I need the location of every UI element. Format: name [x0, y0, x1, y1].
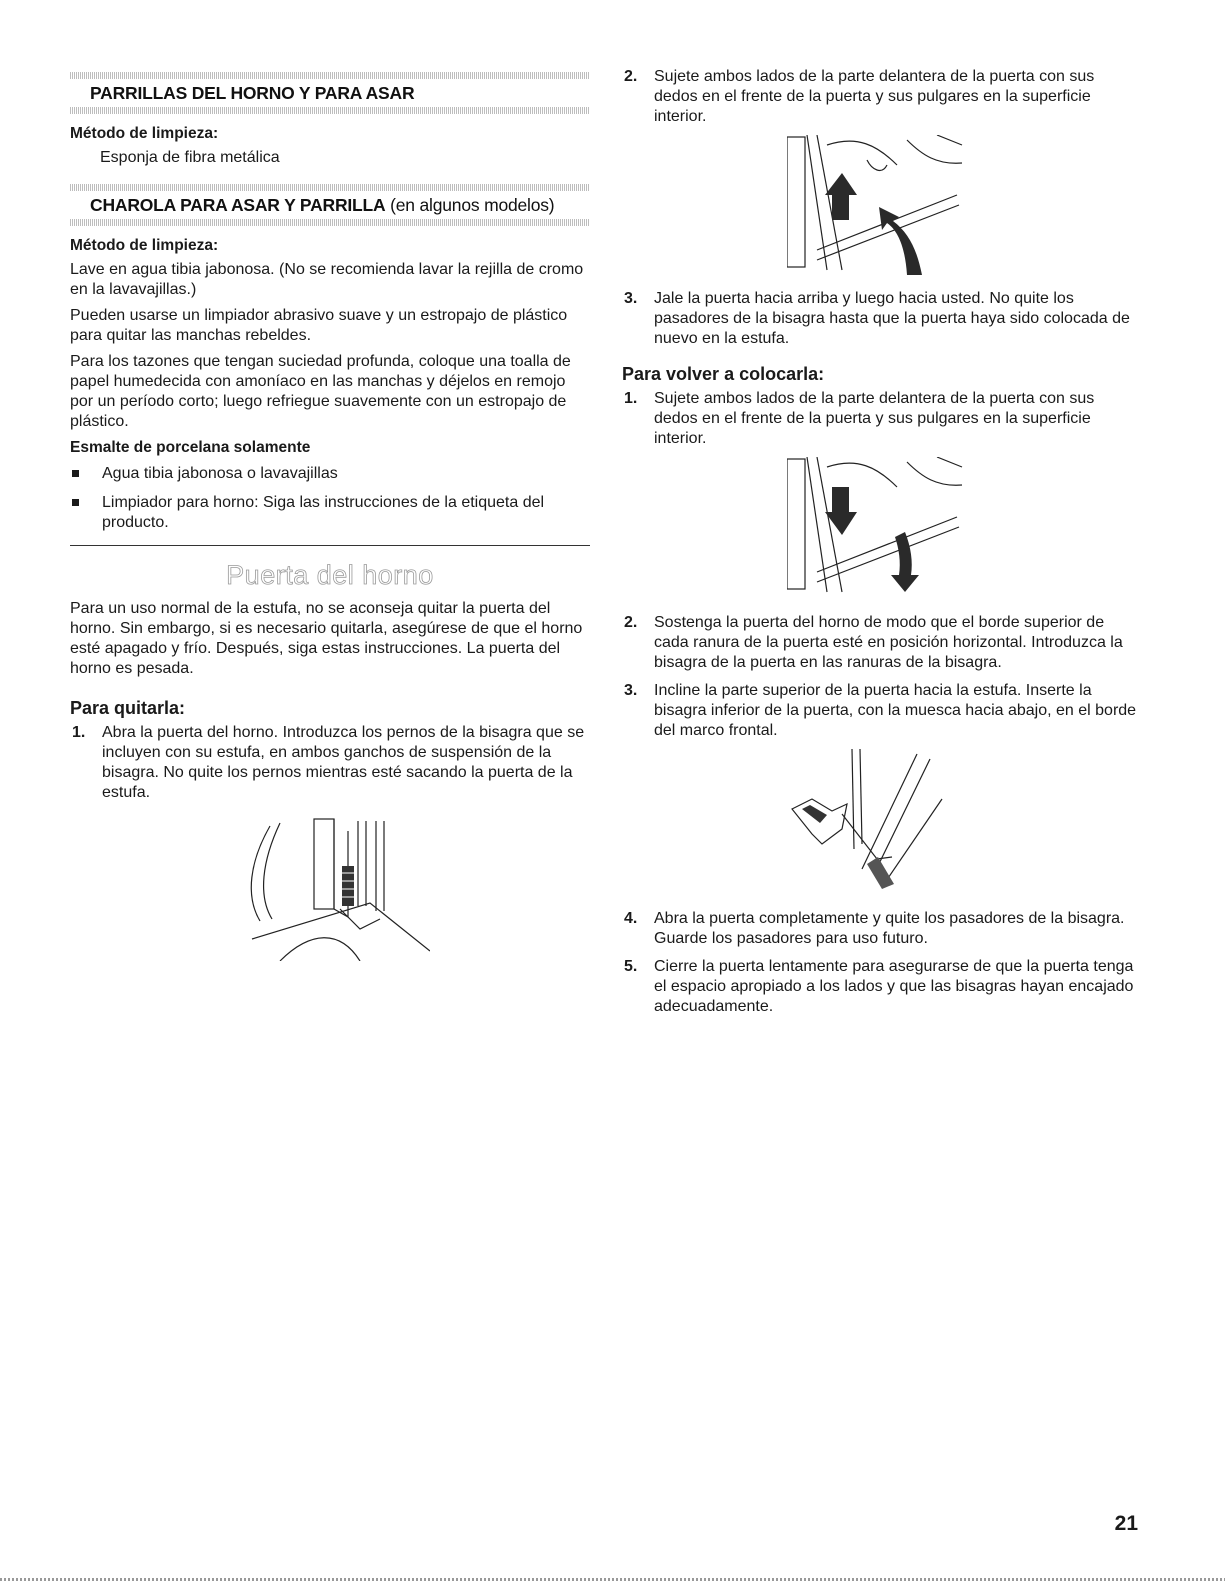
hinge-insert-illustration [782, 749, 982, 899]
left-column [70, 0, 590, 961]
method-text: Esponja de fibra metálica [100, 149, 280, 166]
remove-heading: Para quitarla: [70, 698, 186, 718]
method-label: Método de limpieza: [70, 125, 219, 142]
step-number: 5. [624, 958, 638, 975]
enamel-label: Esmalte de porcelana solamente [70, 439, 311, 456]
door-lift-up-illustration [787, 135, 977, 275]
bottom-border [0, 1578, 1225, 1581]
horizontal-rule [70, 545, 590, 546]
step-text: Sujete ambos lados de la parte delantera de la puerta con sus dedos en el frente de la puerta y sus pulgares en la superficie interior. [654, 390, 1095, 447]
step-text: Sostenga la puerta del horno de modo que el borde superior de cada ranura de la puerta esté en posición horizontal. Introduzca la bisagra de la puerta en las ranuras de la bisagra. [654, 614, 1123, 671]
step-text: Cierre la puerta lentamente para asegurarse de que la puerta tenga el espacio apropiado a los lados y que las bisagras hayan encajado adecuadamente. [654, 958, 1134, 1015]
replace-heading: Para volver a colocarla: [622, 364, 825, 384]
hinge-pin-illustration [230, 811, 430, 961]
step-item [622, 613, 1142, 673]
section-title-bold: CHAROLA PARA ASAR Y PARRILLA [90, 195, 386, 215]
list-item-text: Limpiador para horno: Siga las instrucciones de la etiqueta del producto. [102, 494, 545, 531]
section-title-racks: PARRILLAS DEL HORNO Y PARA ASAR [90, 83, 415, 103]
replace-steps-end [622, 909, 1142, 1017]
step-number: 2. [624, 68, 638, 85]
step-text: Jale la puerta hacia arriba y luego hacia usted. No quite los pasadores de la bisagra hasta que la puerta haya sido colocada de nuevo en la estufa. [654, 290, 1130, 347]
step-number: 2. [624, 614, 638, 631]
step-item [622, 909, 1142, 949]
list-item-text: Agua tibia jabonosa o lavavajillas [102, 465, 338, 482]
step-text: Abra la puerta del horno. Introduzca los pernos de la bisagra que se incluyen con su estufa, en ambos ganchos de suspensión de la bisagra. No quite los pernos mientras esté sacando la puerta de la estufa. [102, 724, 585, 801]
section-divider-top [70, 184, 590, 191]
replace-steps-middle [622, 613, 1142, 741]
step-item [622, 389, 1142, 449]
step-item [622, 957, 1142, 1017]
step-item [622, 289, 1142, 349]
remove-steps-continued [622, 67, 1142, 127]
remove-steps-list [70, 723, 590, 803]
list-item [70, 493, 590, 533]
step-item [622, 67, 1142, 127]
step-number: 3. [624, 290, 638, 307]
page-number: 21 [1114, 1512, 1138, 1535]
step-text: Incline la parte superior de la puerta hacia la estufa. Inserte la bisagra inferior de la puerta, con la muesca hacia abajo, en el borde del marco frontal. [654, 682, 1137, 739]
bullet-square-icon [72, 499, 79, 506]
remove-steps-final [622, 289, 1142, 349]
step-text: Sujete ambos lados de la parte delantera de la puerta con sus dedos en el frente de la puerta y sus pulgares en la superficie interior. [654, 68, 1095, 125]
bullet-list [70, 464, 590, 533]
replace-steps-list [622, 389, 1142, 449]
step-number: 4. [624, 910, 638, 927]
step-number: 1. [624, 390, 638, 407]
paragraph: Lave en agua tibia jabonosa. (No se recomienda lavar la rejilla de cromo en la lavavajillas.) [70, 261, 584, 298]
section-divider-top [70, 72, 590, 79]
list-item [70, 464, 590, 484]
section-title-broiler-pan [70, 191, 590, 219]
section-divider-bottom [70, 107, 590, 114]
right-column [622, 0, 1142, 1025]
door-section-heading: Puerta del horno [226, 560, 434, 590]
step-number: 1. [72, 724, 86, 741]
method-label: Método de limpieza: [70, 237, 219, 254]
section-title-note: (en algunos modelos) [385, 195, 555, 215]
paragraph: Para los tazones que tengan suciedad profunda, coloque una toalla de papel humedecida con amoníaco en las manchas y déjelos en remojo por un período corto; luego refriegue suavemente con un estropajo de plástico. [70, 353, 571, 430]
step-item [622, 681, 1142, 741]
step-text: Abra la puerta completamente y quite los pasadores de la bisagra. Guarde los pasadores para uso futuro. [654, 910, 1125, 947]
door-intro: Para un uso normal de la estufa, no se aconseja quitar la puerta del horno. Sin embargo, si es necesario quitarla, asegúrese de que el horno esté apagado y frío. Después, siga estas instrucciones. La puerta del horno es pesada. [70, 600, 583, 677]
step-item [70, 723, 590, 803]
section-divider-bottom [70, 219, 590, 226]
paragraph: Pueden usarse un limpiador abrasivo suave y un estropajo de plástico para quitar las manchas rebeldes. [70, 307, 568, 344]
step-number: 3. [624, 682, 638, 699]
bullet-square-icon [72, 470, 79, 477]
door-lower-down-illustration [787, 457, 977, 597]
